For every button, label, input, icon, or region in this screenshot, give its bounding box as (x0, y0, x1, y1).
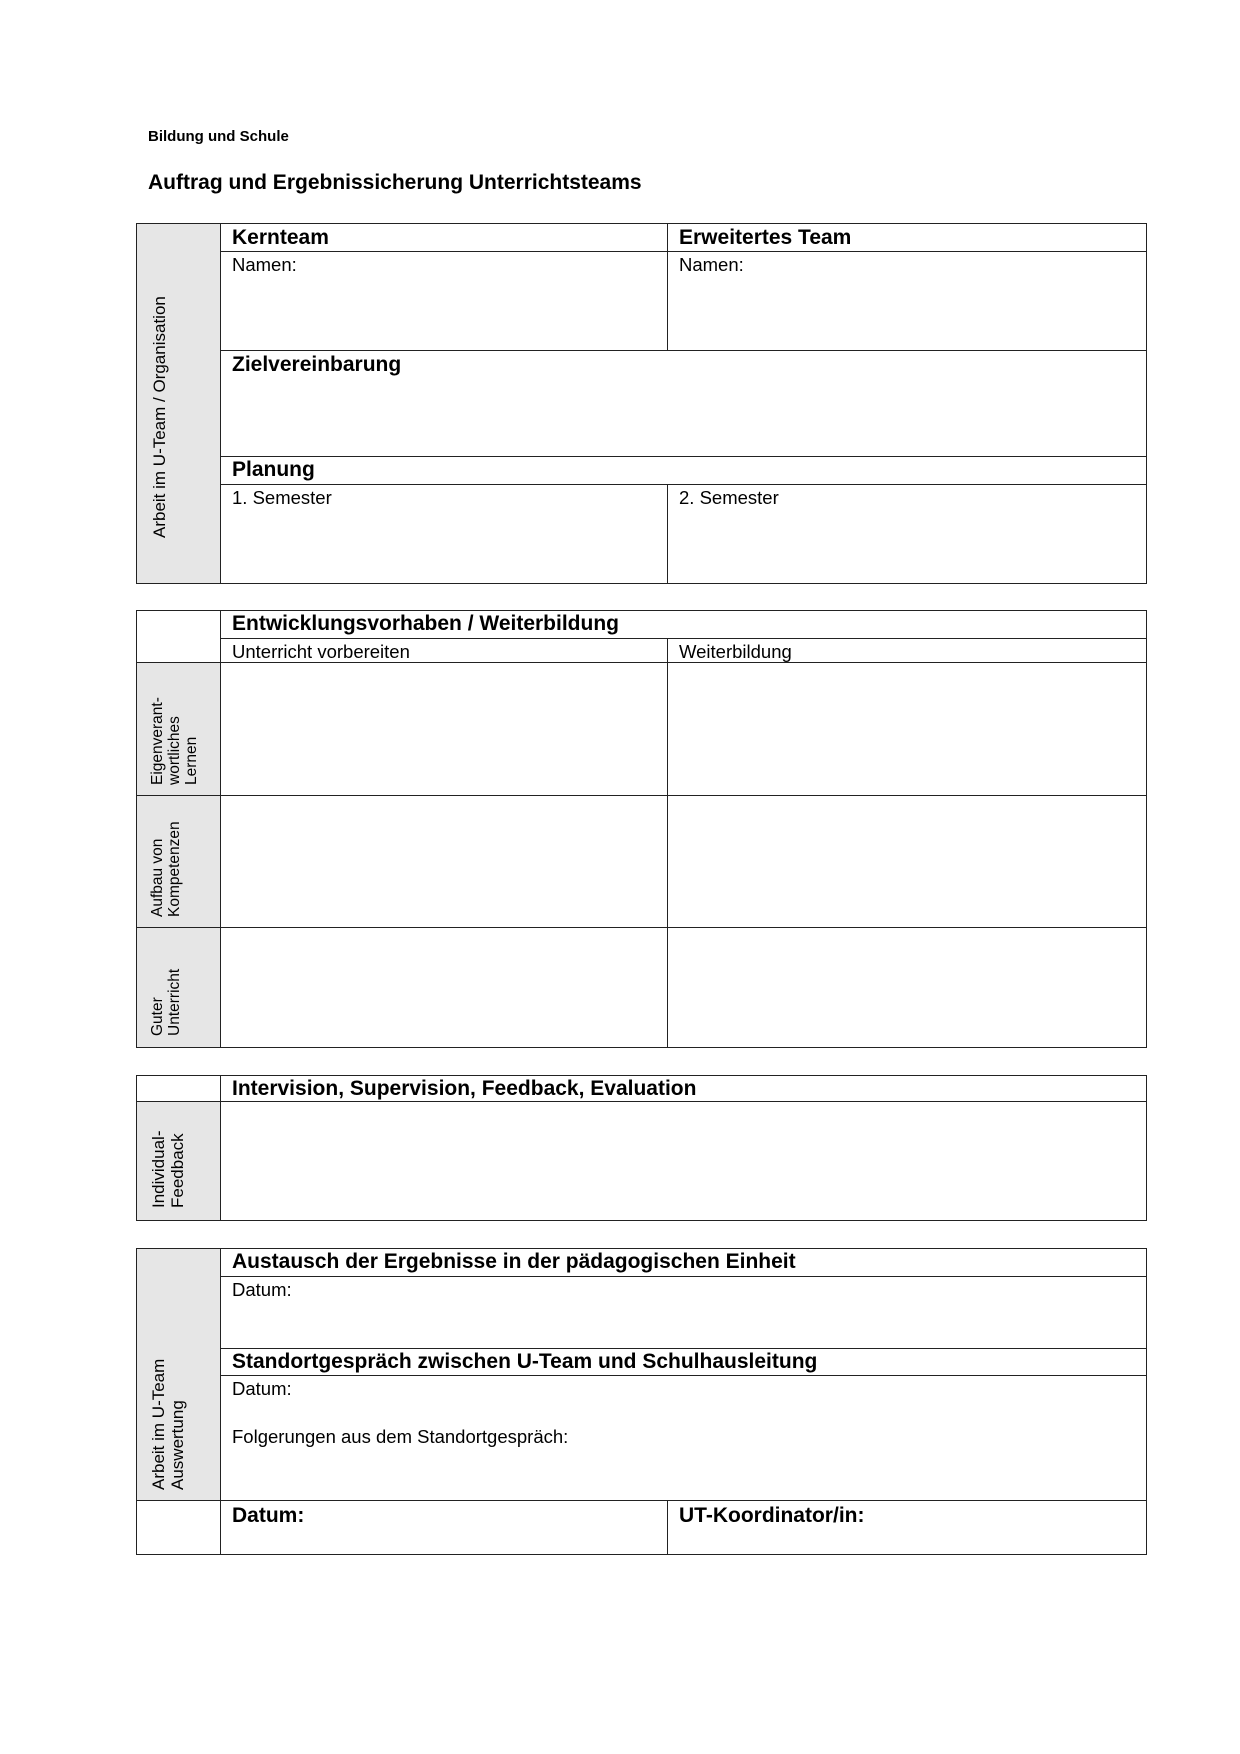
zielvereinbarung-heading: Zielvereinbarung (232, 353, 402, 376)
erweitertes-team-names-field[interactable]: Namen: (679, 254, 744, 275)
kernteam-heading: Kernteam (232, 226, 329, 249)
side-label-feedback: Individual- Feedback (149, 1130, 187, 1208)
row-label-guter-unterricht: Guter Unterricht (149, 968, 183, 1036)
organization-label: Bildung und Schule (148, 128, 289, 145)
semester1-field[interactable]: 1. Semester (232, 487, 332, 508)
row-label-eigenverantwortlich: Eigenverant- wortliches Lernen (149, 697, 200, 785)
standortgespraech-heading: Standortgespräch zwischen U-Team und Schulhausleitung (232, 1350, 818, 1373)
folgerungen-field[interactable]: Folgerungen aus dem Standortgespräch: (232, 1426, 569, 1447)
side-label-auswertung: Arbeit im U-Team Auswertung (149, 1358, 187, 1490)
side-label-organisation: Arbeit im U-Team / Organisation (150, 296, 169, 538)
col-unterricht-vorbereiten: Unterricht vorbereiten (232, 641, 410, 662)
page-title: Auftrag und Ergebnissicherung Unterrichtsteams (148, 171, 642, 194)
col-weiterbildung: Weiterbildung (679, 641, 792, 662)
standort-datum-field[interactable]: Datum: (232, 1378, 292, 1399)
semester2-field[interactable]: 2. Semester (679, 487, 779, 508)
row-label-kompetenzen: Aufbau von Kompetenzen (149, 821, 183, 917)
kernteam-names-field[interactable]: Namen: (232, 254, 297, 275)
planung-heading: Planung (232, 458, 315, 481)
austausch-datum-field[interactable]: Datum: (232, 1279, 292, 1300)
ut-koordinator-field[interactable]: UT-Koordinator/in: (679, 1504, 865, 1527)
austausch-heading: Austausch der Ergebnisse in der pädagogischen Einheit (232, 1250, 796, 1273)
erweitertes-team-heading: Erweitertes Team (679, 226, 852, 249)
intervision-heading: Intervision, Supervision, Feedback, Evaluation (232, 1077, 697, 1100)
entwicklung-heading: Entwicklungsvorhaben / Weiterbildung (232, 612, 619, 635)
footer-datum-field[interactable]: Datum: (232, 1504, 305, 1527)
